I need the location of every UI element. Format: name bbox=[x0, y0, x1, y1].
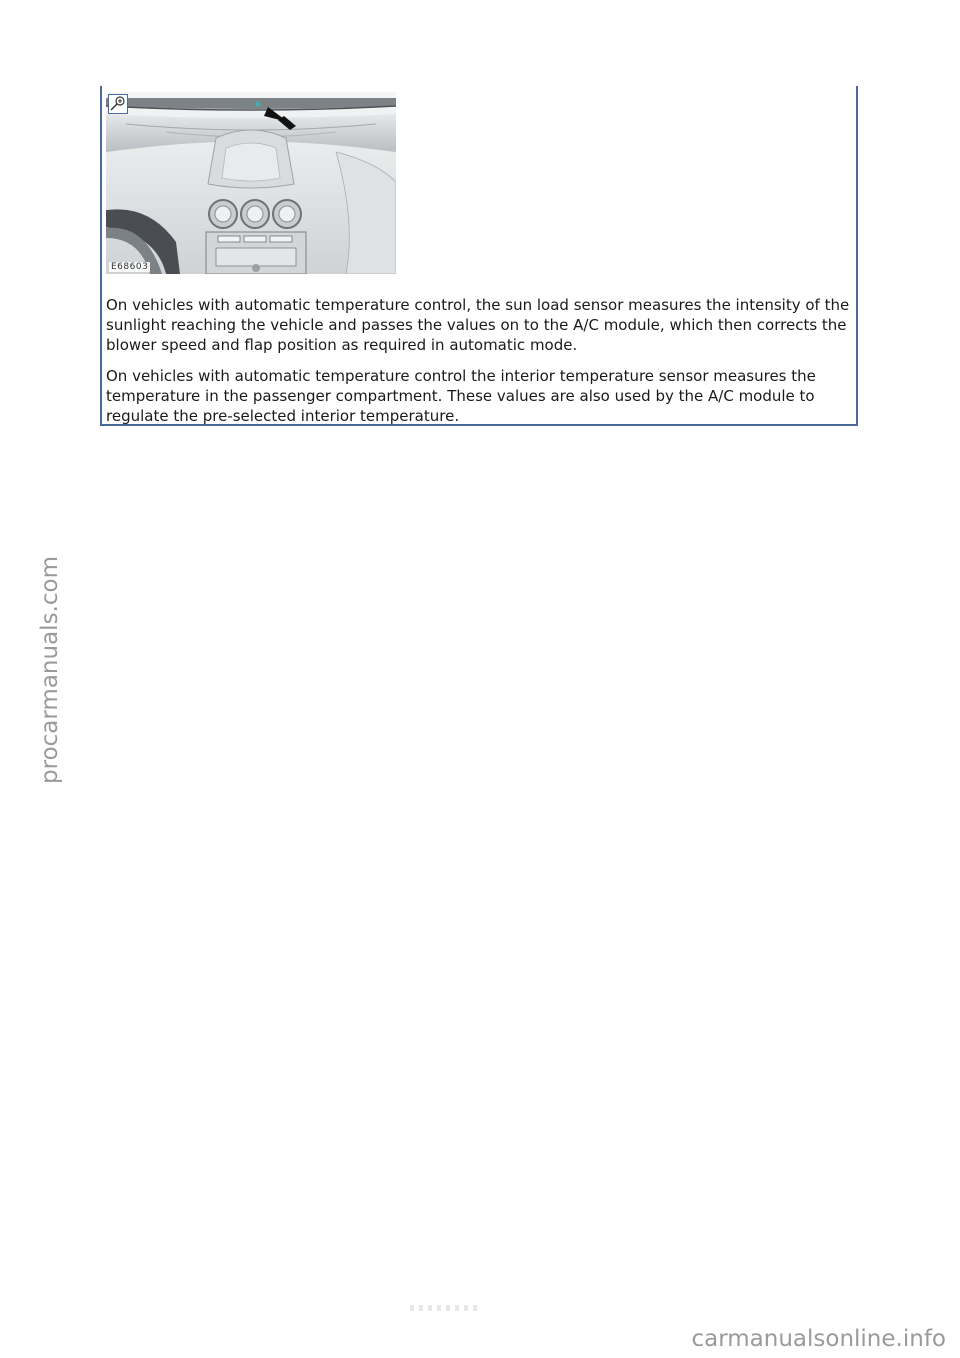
watermark-carmanualsonline: carmanualsonline.info bbox=[691, 1326, 946, 1352]
magnifier-zoom-icon[interactable] bbox=[108, 94, 128, 114]
figure-id-label: E68603 bbox=[111, 262, 149, 272]
paragraph-sun-load-sensor: On vehicles with automatic temperature control, the sun load sensor measures the intensity of the sunlight reaching the vehicle and passes the values on to the A/C module, which then corrects the blower speed and flap position as required in automatic mode. bbox=[106, 296, 850, 354]
dashboard-figure[interactable] bbox=[106, 92, 396, 274]
page-footer-mark bbox=[410, 1305, 480, 1311]
watermark-procarmanuals: procarmanuals.com bbox=[37, 556, 63, 784]
paragraph-interior-temp-sensor: On vehicles with automatic temperature control the interior temperature sensor measures the temperature in the passenger compartment. These values are also used by the A/C module to regulate the pre-selected interior temperature. bbox=[106, 367, 816, 425]
dashboard-illustration bbox=[106, 92, 396, 274]
content-box bbox=[100, 86, 858, 426]
